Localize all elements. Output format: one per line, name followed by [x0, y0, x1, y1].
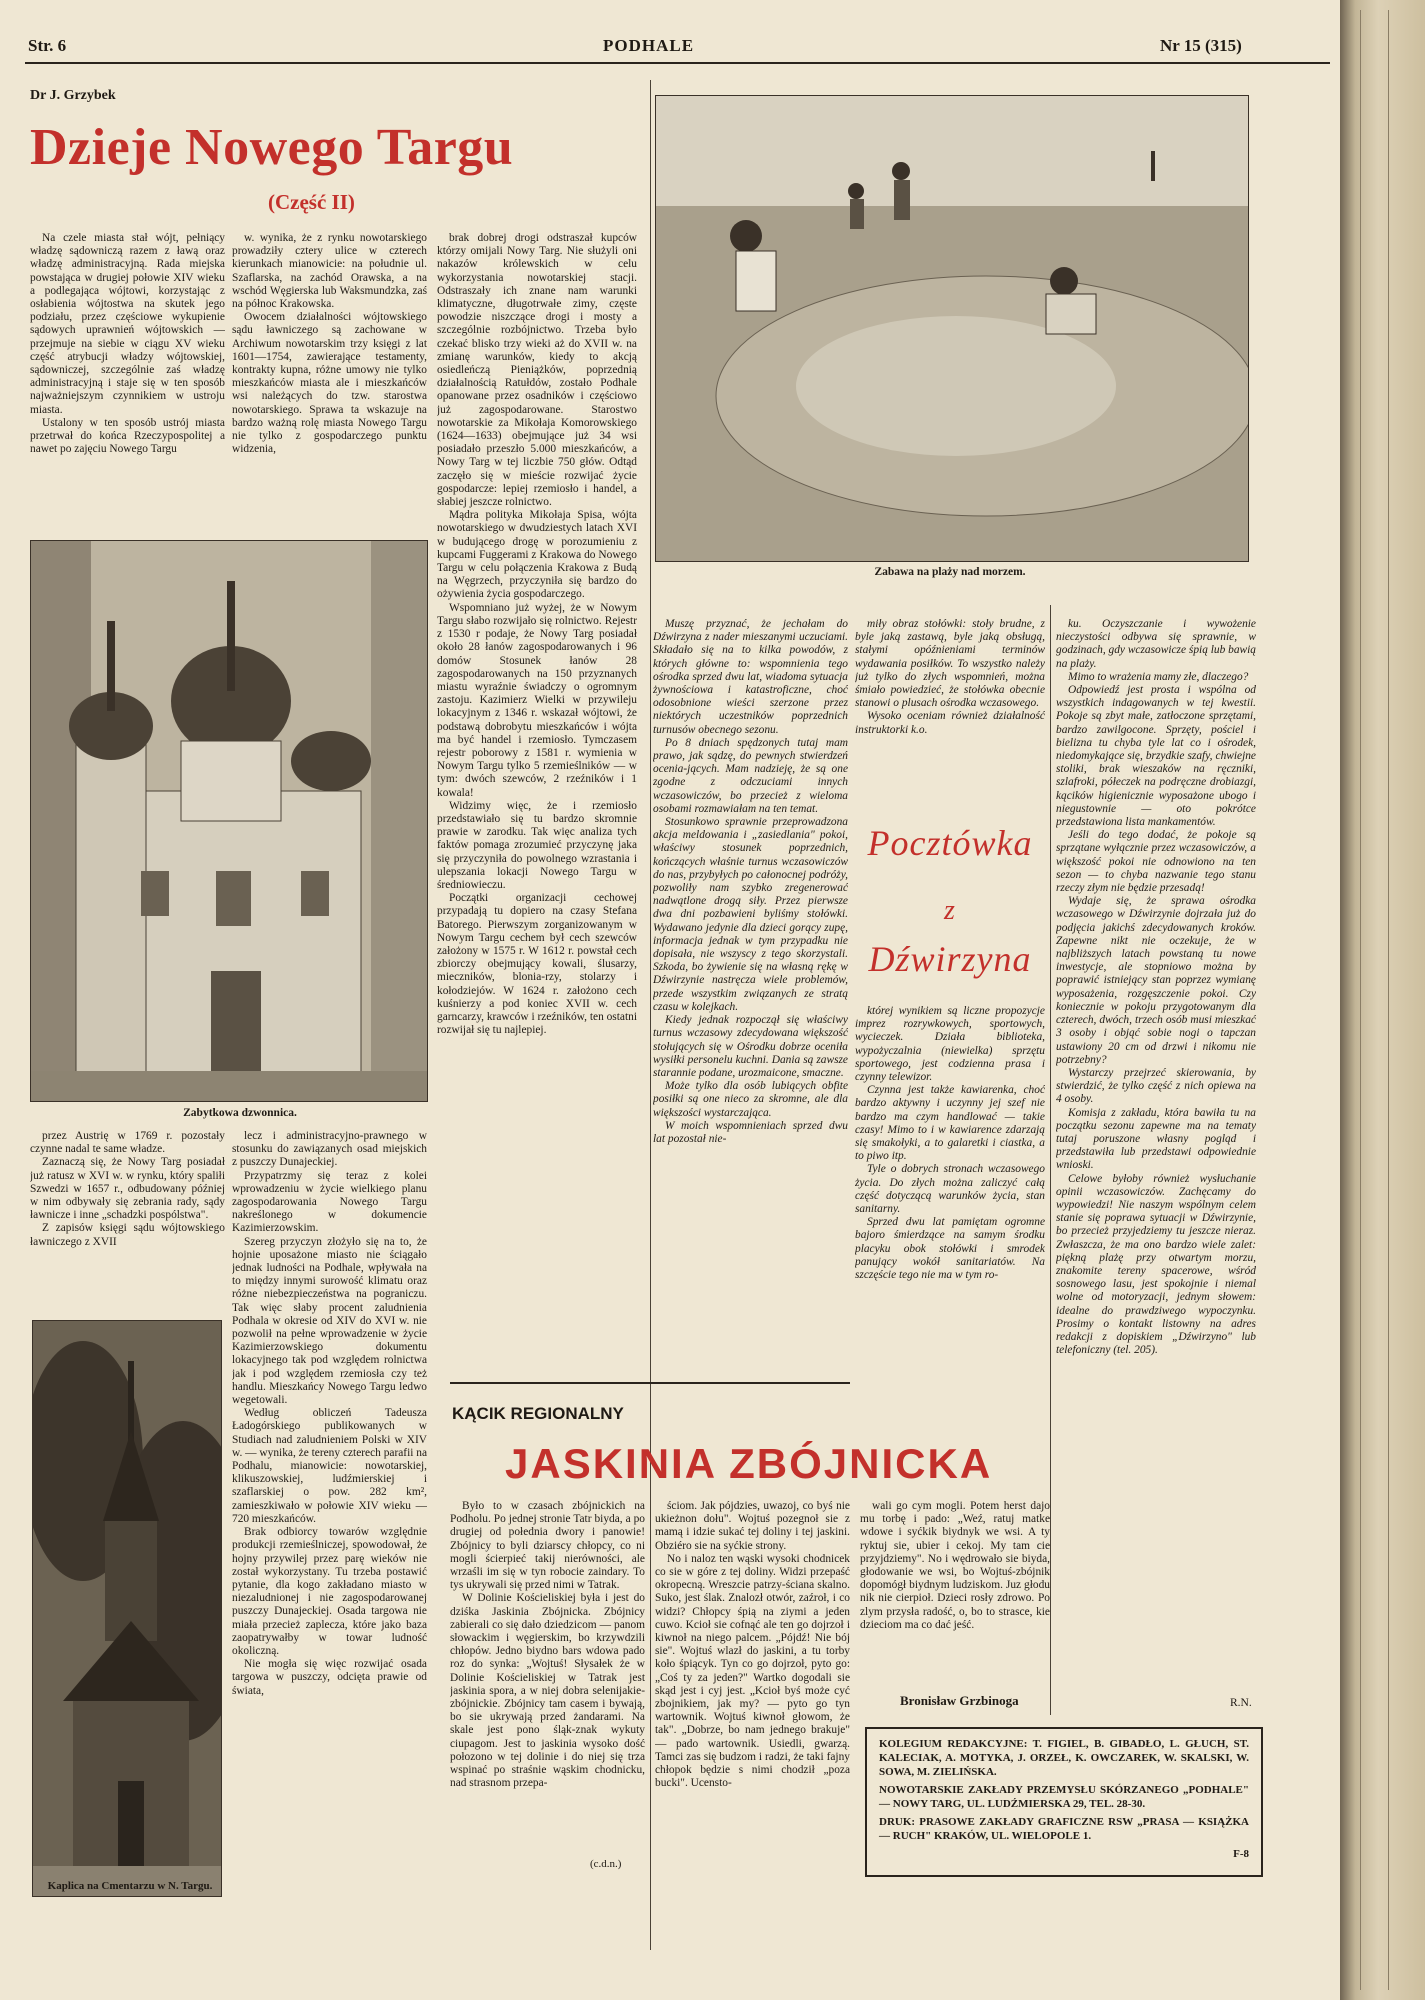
paragraph: Wydaje się, że sprawa ośrodka wczasowego w Dźwirzynie dojrzała już do podjęcia jakichś zdecydowanych kroków. Zapewne nikt nie oczekuje, że w najbliższych latach powstaną tu nowe inwestycje, ale stopniowo można by poprawić istniejący stan poprzez wymianę wyposażenia, rozgęszczenie pokoi. Czy koniecznie w pokoju przygotowanym dla czterech, dwóch, trzech osób musi mieszkać 3 osoby i objąć sobie nogi o tapczan ustawiony 20 cm od drzwi i nikomu nie potrzebny?	[1056, 895, 1256, 1066]
paragraph: Mądra polityka Mikołaja Spisa, wójta nowotarskiego w dwudziestych latach XVI w budującego drogę w porozumieniu z kupcami Fuggerami z Krakowa do Nowego Targu w celu połączenia Krakowa z Budą na Węgrzech, przyczyniła się bardzo do ożywienia życia gospodarczego.	[437, 509, 637, 601]
colophon-publisher: NOWOTARSKIE ZAKŁADY PRZEMYSŁU SKÓRZANEGO „PODHALE" — NOWY TARG, UL. LUDŹMIERSKA 29, TEL. 28-30.	[879, 1784, 1249, 1810]
paragraph: Według obliczeń Tadeusza Ładogórskiego publikowanych w Studiach nad zaludnieniem Polski w XIV w. — wynika, że tereny czterech parafii na Podhalu, mianowicie: nowotarskiej, klikuszowskiej, ludźmierskiej i szaflarskiej o pow. 282 km², zamieszkiwało w połowie XIV wieku — 720 mieszkańców.	[232, 1407, 427, 1525]
article1-column-1b	[30, 1130, 225, 1310]
article-subtitle: (Część II)	[268, 190, 355, 214]
paragraph: przez Austrię w 1769 r. pozostały czynne nadal te same władze.	[30, 1130, 225, 1156]
photo-beach	[655, 95, 1249, 562]
paragraph: brak dobrej drogi odstraszał kupców którzy omijali Nowy Targ. Nie służyli oni nakazów królewskich w celu wykorzystania nowotarskiej stacji. Odstraszały ich znane nam warunki klimatyczne, długotrwałe zimy, częste powodzie niszczące drogi i mosty a szczególnie rozbójnictwo. Trzeba było czekać blisko trzy wieki aż do XVII w. na zmianę warunków, kiedy to akcją osiedleńczą Pieniążków, poprzednią działalnością Ratułdów, zostało Podhale opanowane przez osadników i częściowo już zagospodarowane. Starostwo nowotarskie za Mikołaja Komorowskiego (1624—1633) obejmujące już 34 wsi posiadało przeszło 5.000 mieszkańców, a Nowy Targ w tej liczbie 750 głów. Odtąd zaczęło się w mieście rozwijać życie gospodarcze: lepiej rzemiosło i handel, a słabiej jeszcze rolnictwo.	[437, 232, 637, 509]
article2-column-1	[653, 618, 848, 1378]
paragraph: Mimo to wrażenia mamy złe, dlaczego?	[1068, 670, 1249, 683]
article2-title-line: Pocztówka	[867, 823, 1033, 863]
article-author: Dr J. Grzybek	[30, 88, 116, 103]
article-title: Dzieje Nowego Targu	[30, 119, 514, 176]
paragraph: w. wynika, że z rynku nowotarskiego prowadziły cztery ulice w czterech kierunkach mianowicie: na południe ul. Szaflarska, na zachód Orawska, a na wschód Węgierska lub Waksmundzka, zaś na północ Krakowska.	[232, 232, 427, 311]
photo-caption: Zabawa na plaży nad morzem.	[874, 566, 1026, 578]
article-title: JASKINIA ZBÓJNICKA	[505, 1440, 993, 1487]
header-rule	[25, 62, 1330, 64]
paragraph: Było to w czasach zbójnickich na Podholu. Po jednej stronie Tatr biyda, a po drugiej od połednia dwory i panowie! Zbójnicy to byli dziarscy chłopcy, co ni mogli ścierpieć takij nierówności, ale wrzaśli im się w tyn robocie zaindary. To tys ukrywali się przed nimi w Tatrak.	[450, 1500, 645, 1592]
paragraph: lecz i administracyjno-prawnego w stosunku do zawiązanych osad miejskich z puszczy Dunajeckiej.	[232, 1130, 427, 1169]
paragraph: Wysoko oceniam również działalność instruktorki k.o.	[855, 710, 1045, 736]
paragraph: W Dolinie Kościeliskiej była i jest do dziśka Jaskinia Zbójnicka. Zbójnicy zabierali co się dało dziedzicom — panom słowackim i węgierskim, bo krzywdzili chłopów. Jedno biydno bars wdowa pado roz do synka: „Wojtuś! Słysałek że w Dolinie Kościeliskiej w Tatrak jest jaskinia spora, a w niej dobra selenijakie-zbójnickie. Zbójnicy tam casem i bywają, bo sie ukrywają przed żandarami. Na skale jest pono śląk-znak wykuty ciupagom. Jest to jaskinia wysoko dość połozono w tej dolinie i do niej się trza wspinać po straśnie wąskim chodnicku, nad strasnom przepa-	[450, 1592, 645, 1790]
paragraph: Po 8 dniach spędzonych tutaj mam prawo, jak sądzę, do pewnych stwierdzeń ocenia-jących. Mam nadzieję, że są one zgodne z odczuciami innych wczasowiczów, bo przecież z wieloma osobami rozmawiałam na ten temat.	[653, 736, 848, 815]
page-number: Str. 6	[28, 36, 67, 55]
paragraph: której wynikiem są liczne propozycje imprez rozrywkowych, sportowych, wycieczek. Działa biblioteka, wypożyczalnia (niewielka) sprzętu sportowego, jest codzienna prasa i czynny telewizor.	[855, 1005, 1045, 1084]
belfry-illustration	[31, 541, 427, 1101]
article3-column-2	[655, 1500, 850, 1945]
article2-column-2b	[855, 1005, 1045, 1380]
paragraph: W moich wspomnieniach sprzed dwu lat pozostał nie-	[653, 1119, 848, 1145]
paragraph: Szereg przyczyn złożyło się na to, że hojnie uposażone miasto nie ściągało jednak ludności na Podhale, wpływała na to między innymi surowość klimatu oraz różne niebezpieczeństwa na pograniczu. Tak więc słaby procent zaludnienia Podhala w okresie od XIV do XVI w. nie pozwolił na pełne wprowadzenie w życie Kazimierzowskiego dokumentu lokacyjnego tak pod względem rolnictwa jak i pod względem rzemiosła czy też handlu. Mieszkańcy Nowego Targu ledwo wegetowali.	[232, 1235, 427, 1407]
paragraph: Zaznaczą się, że Nowy Targ posiadał już ratusz w XVI w. w rynku, który spaliłi Szwedzi w 1657 r., odbudowany później w nim odbywały się zebrania rady, sądy ławnicze i inne „schadzki pospólstwa".	[30, 1156, 225, 1222]
gutter-line	[1360, 10, 1361, 1990]
paragraph: Jeśli do tego dodać, że pokoje są sprzątane wyłącznie przez wczasowiczów, a większość pokoi nie odnowiono na ten sezon — to chyba nazwanie tego stanu rzeczy złym nie będzie przesadą!	[1056, 829, 1256, 895]
paragraph: Sprzed dwu lat pamiętam ogromne bajoro śmierdzące na samym środku placyku obok stołówki i smrodek panujący wokół sanitariatów. Na szczęście tego nie ma w tym ro-	[855, 1216, 1045, 1282]
chapel-illustration	[33, 1321, 221, 1896]
section-label: KĄCIK REGIONALNY	[452, 1404, 624, 1423]
paragraph: Nie mogła się więc rozwijać osada targowa w puszczy, odcięta prawie od świata,	[232, 1658, 427, 1697]
article-signature: (c.d.n.)	[590, 1858, 622, 1870]
paragraph: Przypatrzmy się teraz z kolei wprowadzeniu w życie wielkiego planu zagospodarowania Nowego Targu nakreślonego w dokumencie Kazimierzowskim.	[232, 1169, 427, 1235]
page-gutter	[1340, 0, 1425, 2000]
paragraph: Odpowiedź jest prosta i wspólna od wszystkich indagowanych w tej kwestii. Pokoje są zbyt małe, zatłoczone sprzętami, bardzo zawilgocone. Sprzęty, pościel i bielizna tu chyba tyle lat co i ośrodek, niedomykające się, brzydkie szafy, chwiejne stoliki, brak wieszaków na ręczniki, szlafroki, półeczek na podręczne drobiazgi, kącików higienicznie wyposażone ubogo i niegustownie — oto pokrótce przedstawiona lista mankamentów.	[1056, 684, 1256, 829]
paragraph: Na czele miasta stał wójt, pełniący władzę sądowniczą razem z ławą oraz władzę administracyjną. Rada miejska powstająca w drugiej połowie XIV wieku a podlegająca wójtowi, korzystając z osłabienia wójtostwa na skutek jego podziału, przez częściowe wykupienie sądowych uprawnień wójtowskich — przejmuje na siebie w ciągu XV wieku część atrybucji władzy wójtowskiej, sądowniczej, szczególnie zaś władzę administracyjną i staje się w ten sposób najważniejszym czynnikiem w ustroju miasta.	[30, 232, 225, 416]
paragraph: Ustalony w ten sposób ustrój miasta przetrwał do końca Rzeczypospolitej a nawet po zajęciu Nowego Targu	[30, 416, 225, 456]
paragraph: No i naloz ten wąski wysoki chodnicek co sie w góre z tej doliny. Widzi przepaść okropecną. Wreszcie patrzy-ściana skalno. Suko, jest ślak. Znalozł otwór, zaźroł, i co widzi? Chłopcy śpią na ziymi a jeden cuwo. Kcioł sie cofnąć ale ten go dojrzoł i kiwnoł na niego palcem. „Pójdź! Nie bój sie". Wojtuś wlazł do jaskini, a tu torby koło śpiącyk. Tyn co go dojrzoł, pyto go: „Coś ty za jeden?" Wartko dogodali sie skąd jest i cyj jest. „Kcioł byś może cyć zbojnikiem, jak my? — pyto go tyn wartownik. Wojtuś kiwnoł głowom, że tak". „Dobrze, bo nam jednego brakuje" — pado wartownik. Usiedli, gwarzą. Tamci zas się budzom i radzi, że taki fajny chłopok będzie s nimi chodził „poza bucki". Ucensto-	[655, 1552, 850, 1790]
paragraph: wali go cym mogli. Potem herst dajo mu torbę i pado: „Weź, ratuj matke wdowe i syćkik biydnyk we wsi. A ty ryktuj sie, ubier i cekoj. My tam cie przyjdziemy". No i wędrowało sie biyda, głodowanie we wsi, bo Wojtuś-zbójnik dopomógł biydnym ludziskom. Juz głodu nik nie cierpioł. Dzieci rosły zdrowo. Po zlym przysła radość, o, bo to strasce, kie dzieciom ma co dać jeść.	[860, 1500, 1050, 1631]
paragraph: Brak odbiorcy towarów względnie produkcji rzemieślniczej, spowodował, że hojny przywilej przez parę wieków nie został wykorzystany. Tu trzeba postawić pytanie, dla kogo zakładano miasto w niezaludnionej i nie zagospodarowanej puszczy Dunajeckiej. Osada targowa nie miała przecież zaplecza, które jako baza zaopatrywałby w towar ludność okoliczną.	[232, 1526, 427, 1657]
photo-caption: Kaplica na Cmentarzu w N. Targu.	[47, 1880, 213, 1892]
paragraph: Tyle o dobrych stronach wczasowego życia. Do złych można zaliczyć całą część dotyczącą warunków życia, stan sanitarny.	[855, 1163, 1045, 1216]
beach-illustration	[656, 96, 1248, 561]
paragraph: Widzimy więc, że i rzemiosło przedstawiało się tu bardzo skromnie prawie w zarodku. Tak więc analiza tych faktów pomaga zrozumieć przyczynę jaka się przyczyniła do powolnego wzrastania i ulepszania lokacji Nowego Targu w średniowieczu.	[437, 799, 637, 891]
paragraph: Kiedy jednak rozpoczął się właściwy turnus wczasowy zdecydowana większość stołujących się w Ośrodku dobrze oceniła wysiłki personelu kuchni. Dania są zawsze starannie podane, urozmaicone, smaczne.	[653, 1014, 848, 1079]
issue-number: Nr 15 (315)	[1160, 36, 1242, 55]
article2-column-2	[855, 618, 1045, 783]
paragraph: Wystarczy przejrzeć skierowania, by stwierdzić, że tylko część z nich opiewa na 4 osoby.	[1056, 1066, 1256, 1106]
paragraph: Z zapisów księgi sądu wójtowskiego ławniczego z XVII	[30, 1222, 225, 1248]
photo-chapel	[32, 1320, 222, 1897]
colophon-box	[865, 1727, 1263, 1877]
article2-title-line: Dźwirzyna	[868, 939, 1032, 979]
column-rule	[1050, 605, 1051, 1715]
paragraph: Komisja z zakładu, która bawiła tu na początku sezonu zapewne ma na tematy tutaj poruszone własny pogląd i przedstawiła lub przedstawi odpowiednie wnioski.	[1056, 1106, 1256, 1172]
article3-column-1	[450, 1500, 645, 1945]
section-rule	[450, 1382, 850, 1384]
gutter-line	[1388, 10, 1389, 1990]
column-rule	[650, 80, 651, 1950]
article1-column-2	[232, 232, 427, 537]
colophon-printer: DRUK: PRASOWE ZAKŁADY GRAFICZNE RSW „PRASA — KSIĄŻKA — RUCH" KRAKÓW, UL. WIELOPOLE 1.	[879, 1816, 1249, 1842]
colophon-editors: KOLEGIUM REDAKCYJNE: T. FIGIEL, B. GIBADŁO, L. GŁUCH, ST. KALECIAK, A. MOTYKA, J. ORZEŁ, K. OWCZAREK, W. SKALSKI, W. SOWA, M. ZIELIŃSKA.	[879, 1738, 1249, 1778]
article3-column-3	[860, 1500, 1050, 1690]
paragraph: Celowe byłoby również wysłuchanie opinii wczasowiczów. Zachęcamy do wypowiedzi! Nie naszym wspólnym celem stanie się poprawa sytuacji w Dźwirzynie, bo przecież przyjedziemy tu jeszcze nieraz. Zwłaszcza, że ma ono bardzo wiele zalet: piękną plażę przy otwartym morzu, znakomite tereny spacerowe, wśród sosnowego lasu, jest spokojnie i niemal wolne od motoryzacji, jednym słowem: idealne do prawdziwego wypoczynku. Prosimy o kontakt listowny na adres redakcji z dopiskiem „Dźwirzyno" lub telefoniczny (tel. 205).	[1056, 1172, 1256, 1357]
article2-title-line: z	[944, 895, 956, 926]
paragraph: Muszę przyznać, że jechałam do Dźwirzyna z nader mieszanymi uczuciami. Składało się na to kilka powodów, z których główne to: wspomnienia tego ośrodka sprzed dwu lat, wiadoma sytuacja żywnościowa i katastroficzne, choć odosobnione wieści szerzone przez niektórych uczestników poprzednich turnusów obecnego sezonu.	[653, 618, 848, 736]
article1-column-1	[30, 232, 225, 537]
paragraph: miły obraz stołówki: stoły brudne, z byle jaką zastawą, byle jaką obsługą, stałymi opóźnieniami terminów wydawania posiłków. To wszystko należy już tylko do złych wspomnień, można śmiało powiedzieć, że stołówka obecnie stanowi o plusach ośrodka wczasowego.	[855, 618, 1045, 710]
paragraph: Wspomniano już wyżej, że w Nowym Targu słabo rozwijało się rolnictwo. Rejestr z 1530 r podaje, że Nowy Targ posiadał około 28 łanów zagospodarowanych i 96 domów Stosunek łanów 28 zagospodarowanych na 150 przyznanych miastu wyraźnie świadczy o ogromnym zastoju. Kazimierz Wielki w przywileju lokacyjnym z 1346 r. wskazał wójtowi, że podstawą dobrobytu mieszkańców i wójta ma być handel i rzemiosło. Tymczasem rejestr poborowy z 1581 r. wymienia w Nowym Targu tylko 5 rzemieślników — w tym: dwóch szewców, 2 rzeźników i 1 kowala!	[437, 601, 637, 799]
paragraph: Może tylko dla osób lubiących obfite posiłki są one nieco za skromne, ale dla większości wystarczająca.	[653, 1080, 848, 1119]
paragraph: Czynna jest także kawiarenka, choć bardzo aktywny i uczynny jej szef nie bardzo ma czym handlować — takie czasy! Mimo to i w kawiarence zdarzają się smakołyki, a to galaretki i ciastka, a to piwo itp.	[855, 1084, 1045, 1163]
photo-belfry	[30, 540, 428, 1102]
paragraph: Początki organizacji cechowej przypadają tu dopiero na czasy Stefana Batorego. Pierwszym zorganizowanym w Nowym Targu cechem był cech szewców założony w 1575 r. W 1612 r. powstał cech zbiorczy obejmujący kowali, ślusarzy, mieczników, blonia-rzy, stolarzy i kołodziejów. W 1624 r. założono cech kuśnierzy a pod koniec XVII w. cech garncarzy, krawców i rzeźników, ten ostatni rozwijał się tu najlepiej.	[437, 892, 637, 1037]
article-signature: Bronisław Grzbinoga	[900, 1693, 1019, 1708]
article1-column-2b	[232, 1130, 427, 1950]
paragraph: ku. Oczyszczanie i wywożenie nieczystości odbywa się sprawnie, w godzinach, gdy wczasowicze śpią lub bawią na plaży.	[1056, 618, 1256, 670]
photo-caption: Zabytkowa dzwonnica.	[183, 1107, 297, 1119]
article-signature: R.N.	[1230, 1697, 1252, 1709]
article2-column-3	[1056, 618, 1256, 1693]
colophon-code: F-8	[1233, 1848, 1249, 1860]
paragraph: Stosunkowo sprawnie przeprowadzona akcja meldowania i „zasiedlania" pokoi, właściwy stosunek poprzednich, kończących właśnie turnus wczasowiczów do nas, przybyłych po całonocnej podróży, pozwoliły nam szybko zregenerować nadwątlone drogą siły. Przez pierwsze dwa dni pozbawieni byliśmy stołówki. Wydawano jedynie dla dzieci gorący zupę, informacja jednak w tym przypadku nie dopisała, nie wszyscy z tego skorzystali. Szkoda, bo żywienie się na własną rękę w Dźwirzynie nastręcza wiele problemów, przede wszystkim związanych ze stratą czasu w kolejkach.	[653, 816, 848, 1013]
paragraph: ściom. Jak pójdzies, uwazoj, co byś nie ukieżnon dołu". Wojtuś pozegnoł sie z mamą i idzie sukać tej doliny i tej jaskini. Obziéro sie na syćkie strony.	[655, 1500, 850, 1552]
paper-name: PODHALE	[603, 36, 695, 55]
paragraph: Owocem działalności wójtowskiego sądu ławniczego są zachowane w Archiwum nowotarskim trzy księgi z lat 1601—1754, zawierające testamenty, kontrakty kupna, różne umowy nie tylko mieszkańców miasta ale i mieszkańców wsi należących do tzw. starostwa nowotarskiego. Sprawa ta wskazuje na bardzo ważną rolę miasta Nowego Targu nie tylko z gospodarczego punktu widzenia,	[232, 311, 427, 456]
